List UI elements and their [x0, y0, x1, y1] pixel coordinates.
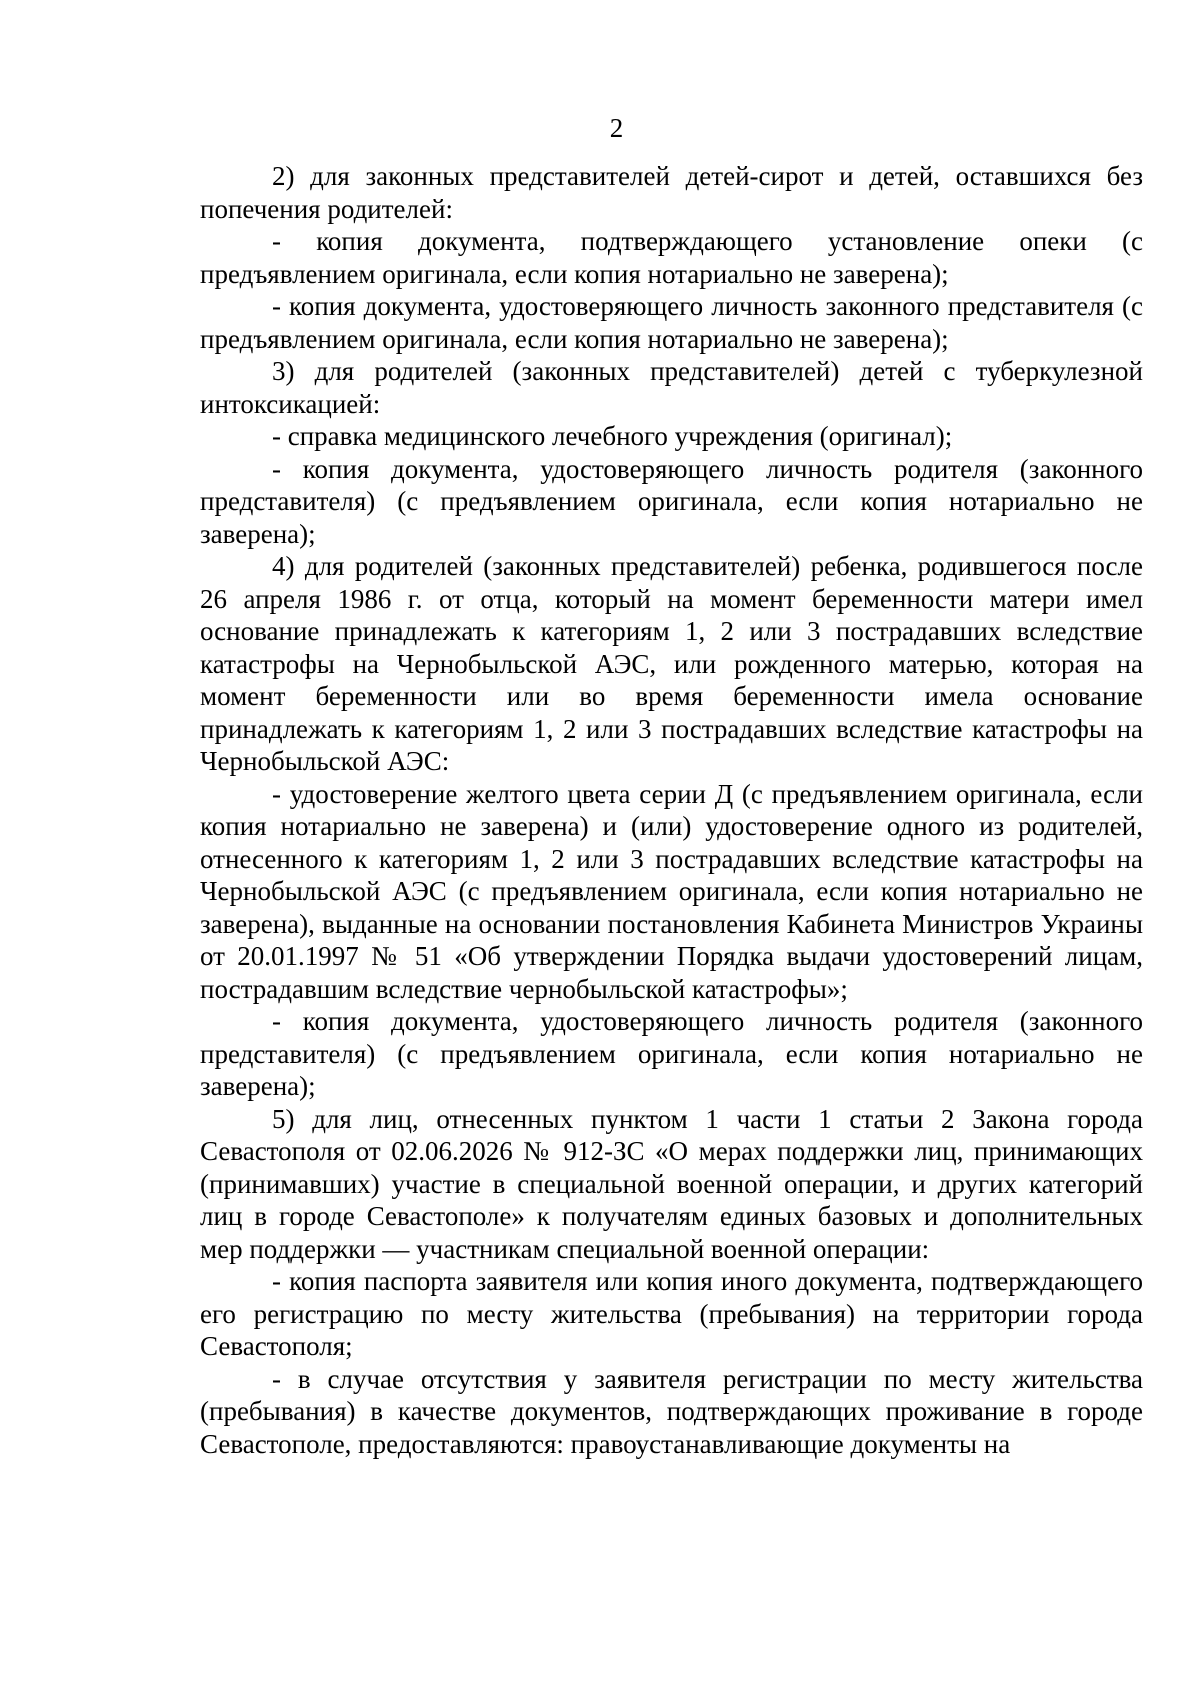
page-number: 2 — [609, 113, 624, 143]
paragraph-medical-certificate: - справка медицинского лечебного учреждения (оригинал); — [272, 421, 953, 451]
paragraph-item-2-intro: 2) для законных представителей детей-сирот и детей, оставшихся без попечения родителей: — [200, 161, 1143, 224]
paragraph-representative-id-copy: - копия документа, удостоверяющего личность законного представителя (с предъявлением оригинала, если копия нотариально не заверена); — [200, 291, 1143, 354]
paragraph-item-5-intro: 5) для лиц, отнесенных пунктом 1 части 1 статьи 2 Закона города Севастополя от 02.06.2026 № 912-ЗС «О мерах поддержки лиц, принимающих (принимавших) участие в специальной военной операции, и других категорий лиц в городе Севастополе» к получателям единых базовых и дополнительных мер поддержки — участникам специальной военной операции: — [200, 1103, 1143, 1264]
paragraph-parent-id-copy-2: - копия документа, удостоверяющего личность родителя (законного представителя) (с предъявлением оригинала, если копия нотариально не заверена); — [200, 1006, 1143, 1101]
paragraph-guardianship-copy: - копия документа, подтверждающего установление опеки (с предъявлением оригинала, если копия нотариально не заверена); — [200, 226, 1143, 289]
paragraph-item-4-intro: 4) для родителей (законных представителей) ребенка, родившегося после 26 апреля 1986 г. от отца, который на момент беременности матери имел основание принадлежать к категориям 1, 2 или 3 пострадавших вследствие катастрофы на Чернобыльской АЭС, или рожденного матерью, которая на момент беременности или во время беременности имела основание принадлежать к категориям 1, 2 или 3 пострадавших вследствие катастрофы на Чернобыльской АЭС: — [200, 551, 1143, 776]
paragraph-parent-id-copy: - копия документа, удостоверяющего личность родителя (законного представителя) (с предъявлением оригинала, если копия нотариально не заверена); — [200, 453, 1143, 549]
document-body — [200, 160, 1143, 1460]
paragraph-chernobyl-certificate: - удостоверение желтого цвета серии Д (с предъявлением оригинала, если копия нотариально не заверена) и (или) удостоверение одного из родителей, отнесенного к категориям 1, 2 или 3 пострадавших вследствие катастрофы на Чернобыльской АЭС (с предъявлением оригинала, если копия нотариально не заверена), выданные на основании постановления Кабинета Министров Украины от 20.01.1997 № 51 «Об утверждении Порядка выдачи удостоверений лицам, пострадавшим вследствие чернобыльской катастрофы»; — [200, 778, 1143, 1004]
paragraph-item-3-intro: 3) для родителей (законных представителей) детей с туберкулезной интоксикацией: — [200, 356, 1143, 419]
paragraph-no-registration: - в случае отсутствия у заявителя регистрации по месту жительства (пребывания) в качестве документов, подтверждающих проживание в городе Севастополе, предоставляются: правоустанавливающие документы на — [200, 1363, 1143, 1459]
paragraph-passport-copy: - копия паспорта заявителя или копия иного документа, подтверждающего его регистрацию по месту жительства (пребывания) на территории города Севастополя; — [200, 1266, 1143, 1361]
